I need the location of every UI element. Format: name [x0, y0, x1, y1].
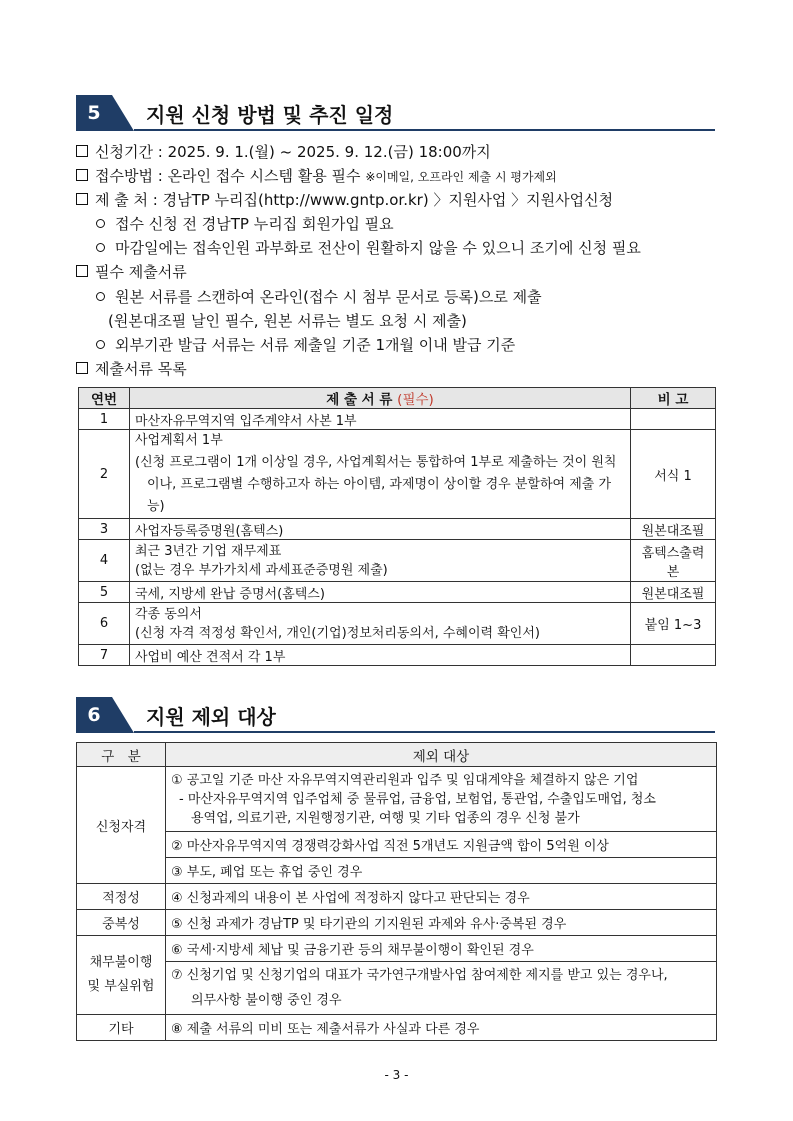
bullet-line: 원본 서류를 스캔하여 온라인(접수 시 첨부 문서로 등록)으로 제출 — [96, 286, 542, 307]
header-doc: 제 출 서 류 (필수) — [130, 388, 631, 409]
header-note: 비 고 — [631, 388, 716, 409]
section-underline — [134, 731, 715, 733]
table-header-row — [77, 743, 717, 767]
table-row: 신청자격 ① 공고일 기준 마산 자유무역지역관리원과 입주 및 임대계약을 체결하지 않은 기업 - 마산자유무역지역 입주업체 중 물류업, 금융업, 보험업, 통관업, 수출입도매업, 청소 용역업, 의료기관, 지원행정기관, 여행 및 기타 업종의 경우 신청 불가 — [77, 767, 717, 832]
section-underline — [134, 129, 715, 131]
bullet-line: 외부기관 발급 서류는 서류 제출일 기준 1개월 이내 발급 기준 — [96, 334, 515, 355]
bullet-line: 마감일에는 접속인원 과부화로 전산이 원활하지 않을 수 있으니 조기에 신청 필요 — [96, 237, 641, 258]
table-row: 1 마산자유무역지역 입주계약서 사본 1부 — [79, 409, 716, 430]
page-number: - 3 - — [384, 1068, 409, 1082]
table-row: 적정성 ④ 신청과제의 내용이 본 사업에 적정하지 않다고 판단되는 경우 — [77, 884, 717, 910]
section-title: 지원 제외 대상 — [146, 705, 276, 729]
table-row: ② 마산자유무역지역 경쟁력강화사업 직전 5개년도 지원금액 합이 5억원 이상 — [77, 832, 717, 858]
docs-line: 필수 제출서류 — [76, 261, 187, 282]
bullet-subline: (원본대조필 날인 필수, 원본 서류는 별도 요청 시 제출) — [108, 312, 467, 330]
table-row: 6 각종 동의서 (신청 자격 적정성 확인서, 개인(기업)정보처리동의서, 수혜이력 확인서) 붙임 1~3 — [79, 603, 716, 645]
checkbox-icon — [76, 362, 88, 374]
bullet-line: 접수 신청 전 경남TP 누리집 회원가입 필요 — [96, 213, 394, 234]
section-5-header — [76, 95, 715, 131]
table-header-row — [79, 388, 716, 409]
exclusion-table — [76, 742, 717, 1041]
checkbox-icon — [76, 169, 88, 181]
table-row: 3 사업자등록증명원(홈텍스) 원본대조필 — [79, 519, 716, 540]
checkbox-icon — [76, 145, 88, 157]
list-label-line: 제출서류 목록 — [76, 358, 187, 379]
checkbox-icon — [76, 265, 88, 277]
table-row: 4 최근 3년간 기업 재무제표 (없는 경우 부가가치세 과세표준증명원 제출) 홈텍스출력본 — [79, 540, 716, 582]
table-row: 중복성 ⑤ 신청 과제가 경남TP 및 타기관의 기지원된 과제와 유사·중복된 경우 — [77, 910, 717, 936]
circle-bullet-icon — [96, 340, 105, 349]
circle-bullet-icon — [96, 219, 105, 228]
table-row: 7 사업비 예산 견적서 각 1부 — [79, 645, 716, 666]
submit-line: 제 출 처 : 경남TP 누리집(http://www.gntp.or.kr) 〉지원사업 〉지원사업신청 — [76, 189, 613, 210]
section-number-badge: 5 — [76, 95, 112, 131]
method-line: 접수방법 : 온라인 접수 시스템 활용 필수 ※이메일, 오프라인 제출 시 평가제외 — [76, 165, 557, 186]
gntp-link[interactable]: http://www.gntp.or.kr — [263, 191, 423, 209]
section-6-header — [76, 697, 715, 733]
table-row: 채무불이행 및 부실위험 ⑥ 국세·지방세 체납 및 금융기관 등의 채무불이행이 확인된 경우 — [77, 936, 717, 962]
header-no: 연번 — [79, 388, 130, 409]
table-row: ③ 부도, 폐업 또는 휴업 중인 경우 — [77, 858, 717, 884]
table-row: 5 국세, 지방세 완납 증명서(홈텍스) 원본대조필 — [79, 582, 716, 603]
checkbox-icon — [76, 193, 88, 205]
table-row: 기타 ⑧ 제출 서류의 미비 또는 제출서류가 사실과 다른 경우 — [77, 1015, 717, 1041]
circle-bullet-icon — [96, 243, 105, 252]
header-category: 구 분 — [77, 743, 166, 767]
table-row: ⑦ 신청기업 및 신청기업의 대표가 국가연구개발사업 참여제한 제지를 받고 있는 경우나, 의무사항 불이행 중인 경우 — [77, 962, 717, 1015]
circle-bullet-icon — [96, 292, 105, 301]
period-line: 신청기간 : 2025. 9. 1.(월) ~ 2025. 9. 12.(금) 18:00까지 — [76, 141, 491, 162]
table-row: 2 사업계획서 1부 (신청 프로그램이 1개 이상일 경우, 사업계획서는 통합하여 1부로 제출하는 것이 원칙 이나, 프로그램별 수행하고자 하는 아이템, 과제명이 상이할 경우 분할하여 제출 가능) 서식 1 — [79, 430, 716, 519]
header-target: 제외 대상 — [166, 743, 717, 767]
section-number-badge: 6 — [76, 697, 112, 733]
section-title: 지원 신청 방법 및 추진 일정 — [146, 103, 394, 127]
method-note: ※이메일, 오프라인 제출 시 평가제외 — [365, 170, 557, 184]
documents-table — [78, 387, 716, 666]
